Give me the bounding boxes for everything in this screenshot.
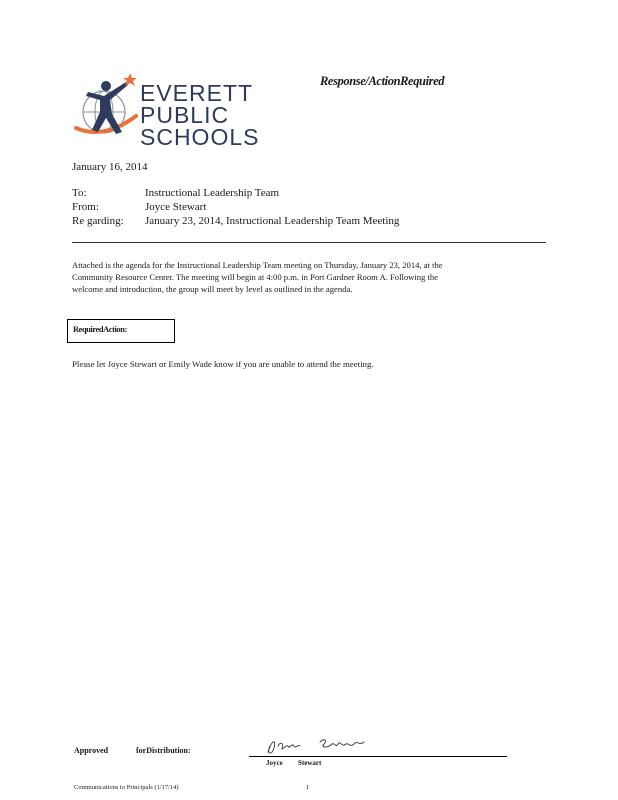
- approved-label: Approved: [74, 746, 109, 755]
- from-value: Joyce Stewart: [145, 201, 207, 213]
- signature-line: [249, 756, 507, 757]
- memo-date: January 16, 2014: [72, 161, 148, 173]
- body-paragraph: Attached is the agenda for the Instructional Leadership Team meeting on Thursday, January 23, 2014, at the Community Resource Center. The meeting will begin at 4:00 p.m. in Port Gardner Room A. Following the welcome and introduction, the group will meet by level as outlined in the agenda.: [72, 260, 443, 294]
- page-number: 1: [306, 784, 310, 791]
- logo-line-public: PUBLIC: [140, 102, 230, 128]
- action-text: Please let Joyce Stewart or Emily Wade know if you are unable to attend the meeting.: [72, 359, 374, 369]
- signer-first-name: Joyce: [266, 759, 283, 767]
- form-code: Communications to Principals (1/17/14): [74, 784, 179, 791]
- required-action-label: RequiredAction:: [73, 325, 127, 334]
- regarding-value: January 23, 2014, Instructional Leadership Team Meeting: [145, 215, 400, 227]
- required-action-box: [67, 319, 175, 343]
- from-label: From:: [72, 201, 99, 213]
- header-divider: [72, 242, 546, 243]
- response-action-required-heading: Response/ActionRequired: [320, 74, 445, 88]
- regarding-label: Re garding:: [72, 215, 124, 227]
- signature: [262, 734, 382, 758]
- logo-line-everett: EVERETT: [140, 80, 254, 106]
- logo-figure-icon: [70, 70, 140, 150]
- to-value: Instructional Leadership Team: [145, 187, 280, 199]
- logo-line-schools: SCHOOLS: [140, 124, 260, 150]
- signer-last-name: Stewart: [298, 759, 322, 767]
- for-distribution-label: forDistribution:: [136, 746, 191, 755]
- district-logo: [70, 70, 260, 150]
- to-label: To:: [72, 187, 87, 199]
